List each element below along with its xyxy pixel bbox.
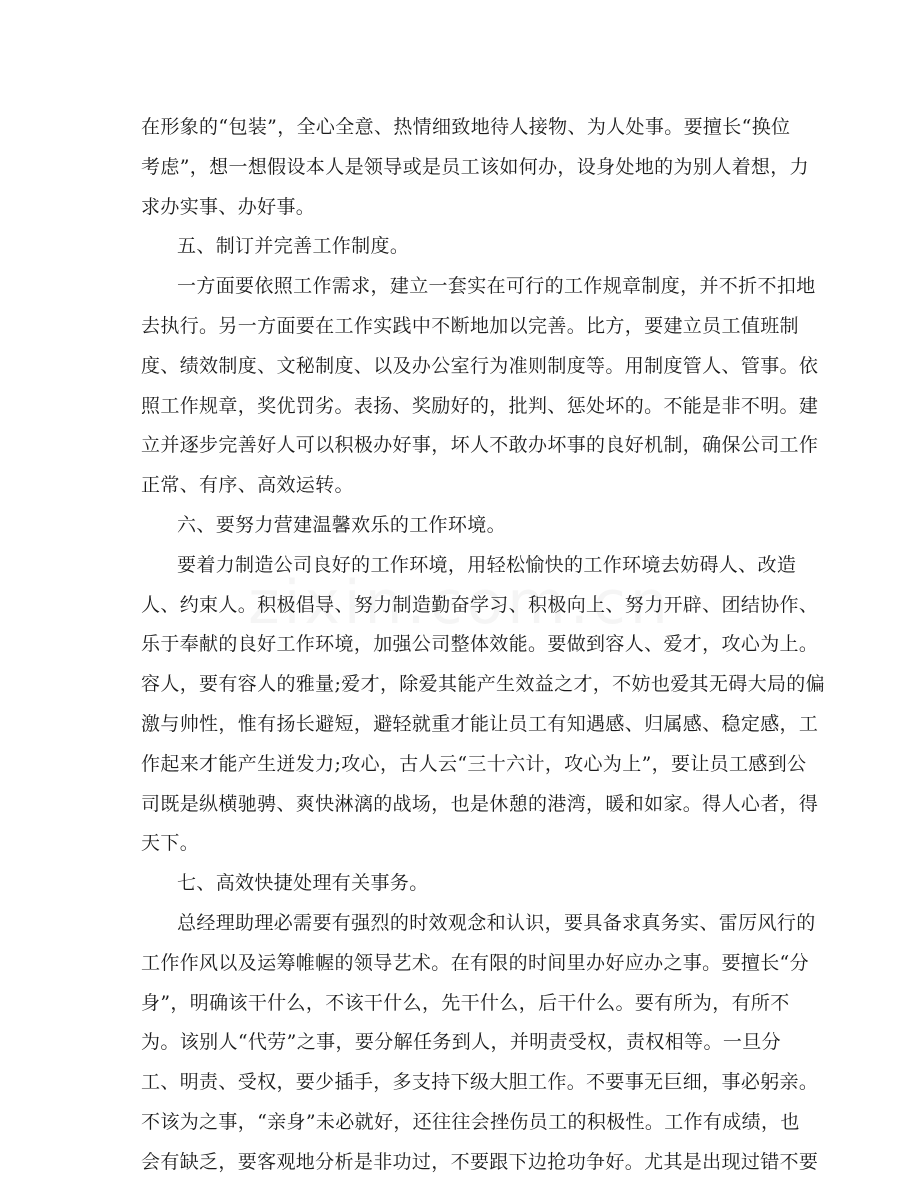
- text-line: 身”，明确该干什么，不该干什么，先干什么，后干什么。要有所为，有所不: [141, 991, 790, 1014]
- text-line: 工作作风以及运筹帷幄的领导艺术。在有限的时间里办好应办之事。要擅长“分: [141, 951, 809, 974]
- text-line: 激与帅性，惟有扬长避短，避轻就重才能让员工有知遇感、归属感、稳定感，工: [141, 712, 819, 735]
- text-line: 司既是纵横驰骋、爽快淋漓的战场，也是休憩的港湾，暖和如家。得人心者，得: [141, 792, 819, 815]
- text-line: 七、高效快捷处理有关事务。: [177, 872, 429, 895]
- text-line: 六、要努力营建温馨欢乐的工作环境。: [177, 513, 506, 536]
- text-line: 一方面要依照工作需求，建立一套实在可行的工作规章制度，并不折不扣地: [177, 275, 816, 298]
- text-line: 去执行。另一方面要在工作实践中不断地加以完善。比方，要建立员工值班制: [141, 314, 799, 337]
- text-line: 度、绩效制度、文秘制度、以及办公室行为准则制度等。用制度管人、管事。依: [141, 354, 819, 377]
- text-line: 会有缺乏，要客观地分析是非功过，不要跟下边抢功争好。尤其是出现过错不要: [141, 1150, 819, 1173]
- text-line: 照工作规章，奖优罚劣。表扬、奖励好的，批判、惩处坏的。不能是非不明。建: [141, 394, 819, 417]
- text-line: 考虑”，想一想假设本人是领导或是员工该如何办，设身处地的为别人着想，力: [141, 155, 809, 178]
- text-line: 作起来才能产生迸发力;攻心，古人云“三十六计，攻心为上”，要让员工感到公: [141, 752, 807, 775]
- text-line: 容人，要有容人的雅量;爱才，除爱其能产生效益之才，不妨也爱其无碍大局的偏: [141, 673, 826, 696]
- text-line: 总经理助理必需要有强烈的时效观念和认识，要具备求真务实、雷厉风行的: [177, 911, 816, 934]
- text-line: 人、约束人。积极倡导、努力制造勤奋学习、积极向上、努力开辟、团结协作、: [141, 593, 819, 616]
- text-line: 天下。: [141, 832, 200, 855]
- text-line: 求办实事、办好事。: [141, 195, 316, 218]
- text-line: 在形象的“包装”，全心全意、热情细致地待人接物、为人处事。要擅长“换位: [141, 116, 791, 138]
- text-line: 正常、有序、高效运转。: [141, 474, 354, 497]
- text-line: 五、制订并完善工作制度。: [177, 235, 410, 258]
- text-line: 乐于奉献的良好工作环境，加强公司整体效能。要做到容人、爱才，攻心为上。: [141, 633, 819, 656]
- text-line: 要着力制造公司良好的工作环境，用轻松愉快的工作环境去妨碍人、改造: [177, 553, 797, 576]
- text-line: 不该为之事，“亲身”未必就好，还往往会挫伤员工的积极性。工作有成绩，也: [141, 1110, 800, 1133]
- document-body: [141, 108, 826, 1183]
- text-line: 为。该别人“代劳”之事，要分解任务到人，并明责受权，责权相等。一旦分: [141, 1031, 781, 1054]
- text-line: 工、明责、受权，要少插手，多支持下级大胆工作。不要事无巨细，事必躬亲。: [141, 1071, 819, 1094]
- text-line: 立并逐步完善好人可以积极办好事，坏人不敢办坏事的良好机制，确保公司工作: [141, 434, 819, 457]
